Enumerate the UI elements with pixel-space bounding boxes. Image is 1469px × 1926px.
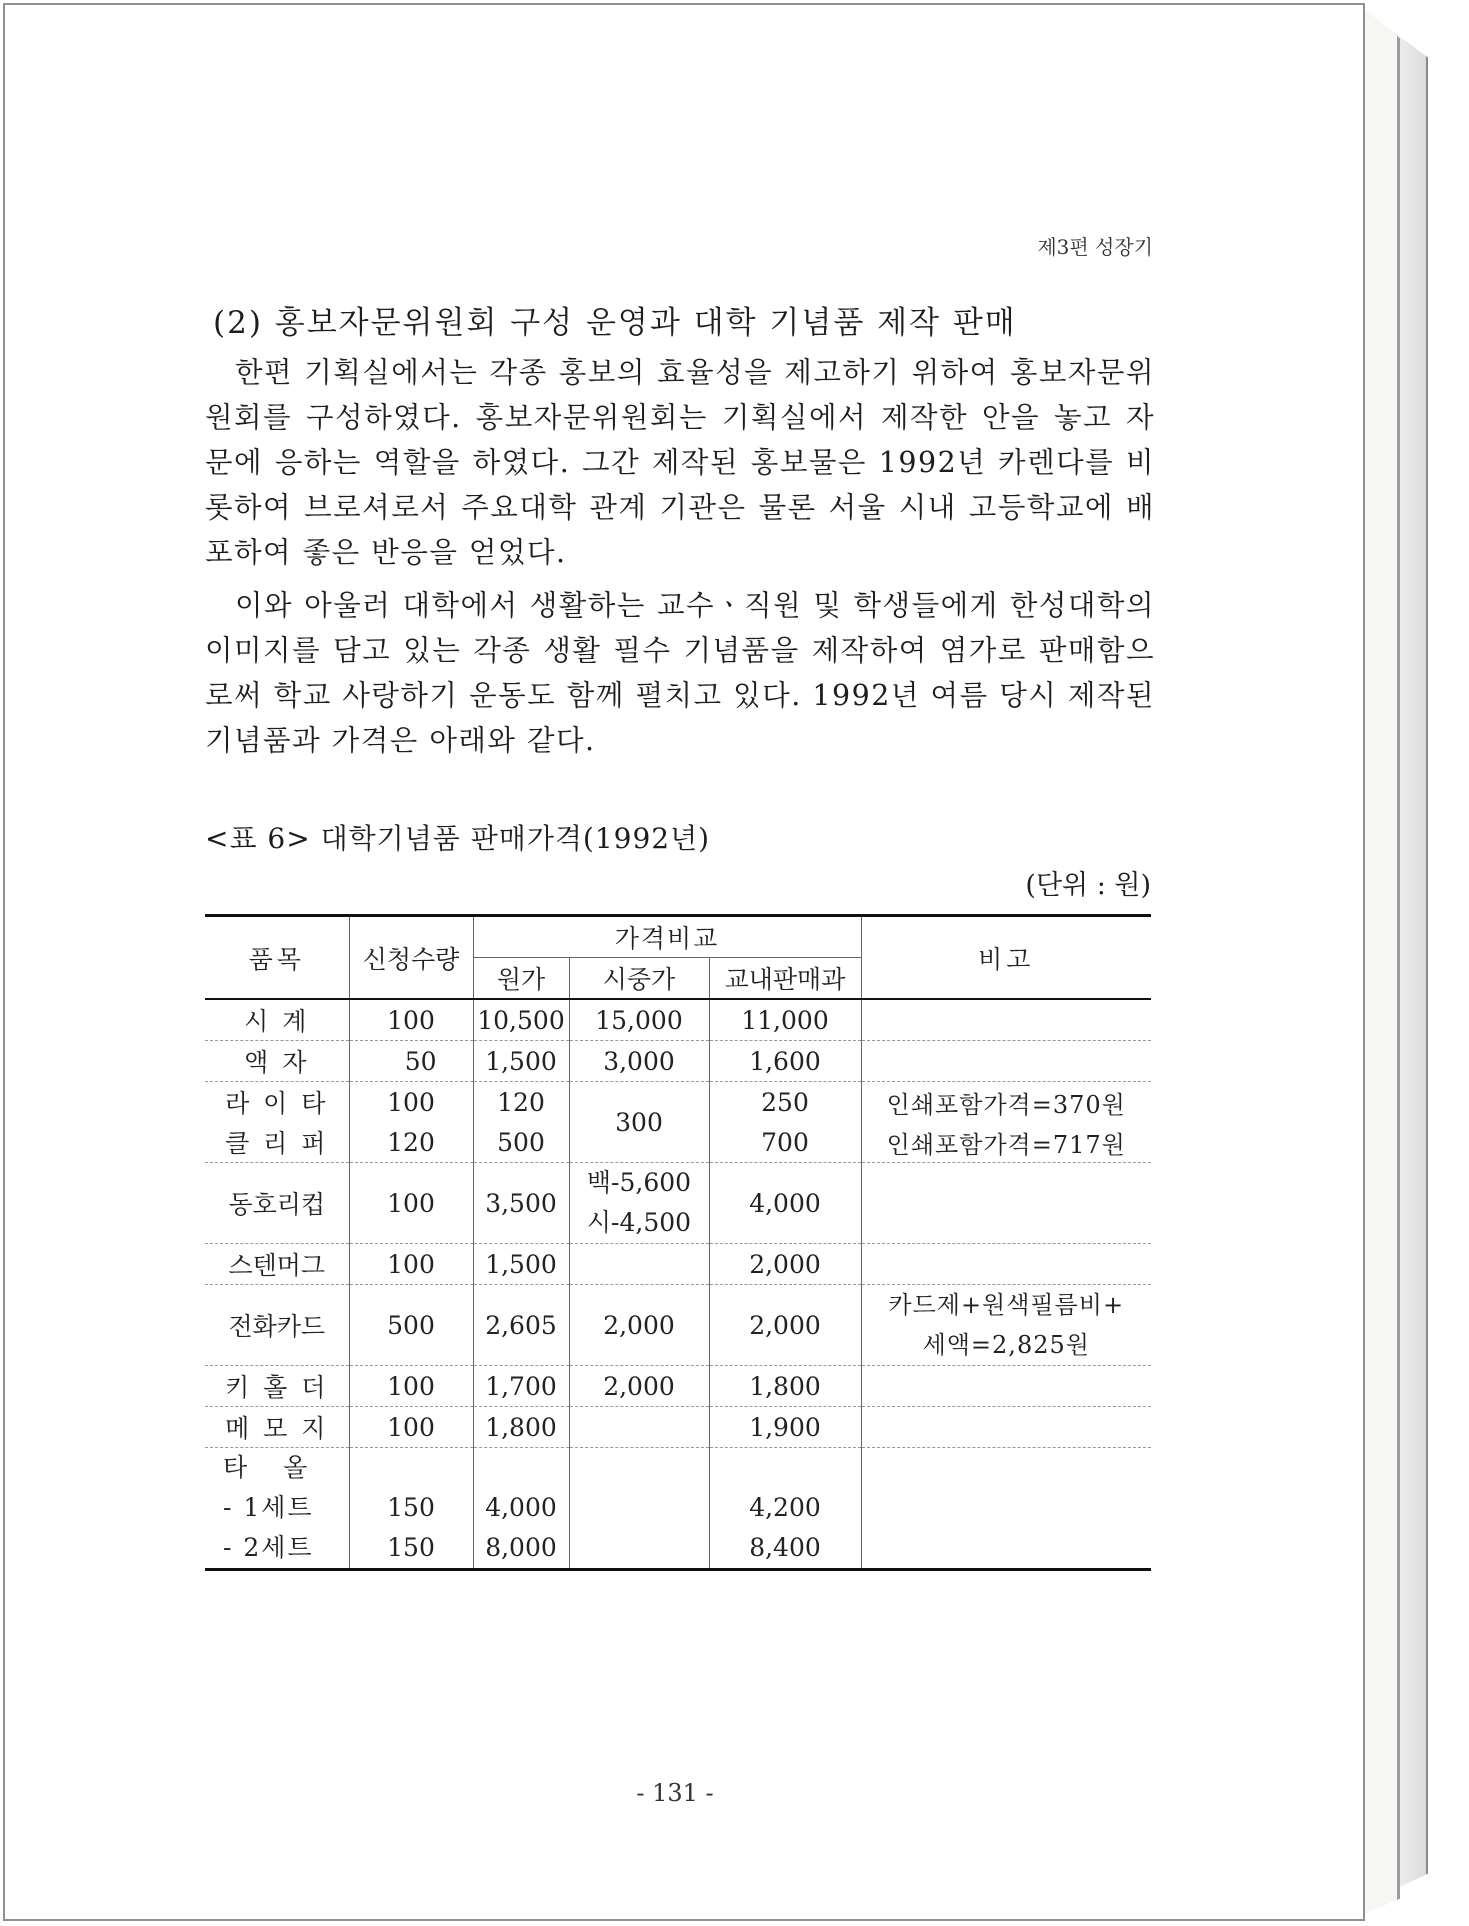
cell-item-line: 타 올 bbox=[223, 1453, 322, 1482]
cell-campus: 700 bbox=[709, 1122, 861, 1163]
cell-campus: 2,000 bbox=[709, 1285, 861, 1366]
cell-note bbox=[861, 1285, 1151, 1366]
cell-market bbox=[569, 1244, 709, 1285]
page-stack-edge-inner bbox=[1364, 8, 1400, 1914]
table-caption: <표 6> 대학기념품 판매가격(1992년) bbox=[205, 822, 711, 855]
cell-note bbox=[861, 1041, 1151, 1082]
table-row bbox=[205, 999, 1151, 1041]
cell-item-line: - 1세트 bbox=[223, 1493, 314, 1522]
cell-note-line: 세액=2,825원 bbox=[922, 1331, 1090, 1359]
cell-quantity bbox=[349, 1448, 473, 1570]
cell-campus: 250 bbox=[709, 1082, 861, 1123]
cell-cost: 1,500 bbox=[473, 1041, 569, 1082]
cell-cost: 2,605 bbox=[473, 1285, 569, 1366]
cell-item: 스텐머그 bbox=[205, 1244, 349, 1285]
cell-quantity-line: 150 bbox=[387, 1533, 435, 1562]
body-paragraph-1: 한편 기획실에서는 각종 홍보의 효율성을 제고하기 위하여 홍보자문위원회를 구성하였다. 홍보자문위원회는 기획실에서 제작한 안을 놓고 자문에 응하는 역할을 하였다. 그간 제작된 홍보물은 1992년 카렌다를 비롯하여 브로셔로서 주요대학 관계 기관은 물론 서울 시내 고등학교에 배포하여 좋은 반응을 얻었다. bbox=[205, 356, 1155, 569]
cell-item: 메 모 지 bbox=[205, 1407, 349, 1448]
cell-cost: 500 bbox=[473, 1122, 569, 1163]
cell-cost-line: 8,000 bbox=[485, 1533, 557, 1562]
header-market: 시중가 bbox=[569, 958, 709, 1000]
cell-campus: 11,000 bbox=[709, 999, 861, 1041]
cell-market-line: 시-4,500 bbox=[586, 1208, 692, 1237]
cell-quantity: 500 bbox=[349, 1285, 473, 1366]
table-row bbox=[205, 1082, 1151, 1123]
cell-cost: 3,500 bbox=[473, 1163, 569, 1244]
table-unit-note: (단위 : 원) bbox=[1025, 870, 1151, 901]
header-campus: 교내판매과 bbox=[709, 958, 861, 1000]
cell-cost: 1,500 bbox=[473, 1244, 569, 1285]
cell-item-line: - 2세트 bbox=[223, 1533, 314, 1562]
cell-campus: 1,600 bbox=[709, 1041, 861, 1082]
cell-market: 3,000 bbox=[569, 1041, 709, 1082]
table-row bbox=[205, 1163, 1151, 1244]
cell-quantity: 100 bbox=[349, 1163, 473, 1244]
cell-quantity: 100 bbox=[349, 1407, 473, 1448]
table-row bbox=[205, 1041, 1151, 1082]
cell-market bbox=[569, 1163, 709, 1244]
cell-market bbox=[569, 1448, 709, 1570]
cell-item: 클 리 퍼 bbox=[205, 1122, 349, 1163]
cell-campus-line: 8,400 bbox=[749, 1533, 821, 1562]
header-quantity: 신청수량 bbox=[349, 916, 473, 1000]
cell-campus: 2,000 bbox=[709, 1244, 861, 1285]
running-head: 제3편 성장기 bbox=[1037, 235, 1153, 259]
cell-market-shared: 300 bbox=[569, 1082, 709, 1163]
cell-note bbox=[861, 1448, 1151, 1570]
cell-market bbox=[569, 1407, 709, 1448]
header-price-comparison: 가격비교 bbox=[473, 916, 861, 958]
cell-cost: 1,700 bbox=[473, 1366, 569, 1407]
cell-market: 2,000 bbox=[569, 1366, 709, 1407]
header-note: 비고 bbox=[861, 916, 1151, 1000]
body-paragraph-2: 이와 아울러 대학에서 생활하는 교수ㆍ직원 및 학생들에게 한성대학의 이미지를 담고 있는 각종 생활 필수 기념품을 제작하여 염가로 판매함으로써 학교 사랑하기 운동도 함께 펼치고 있다. 1992년 여름 당시 제작된 기념품과 가격은 아래와 같다. bbox=[205, 589, 1155, 757]
cell-campus-line: 4,200 bbox=[749, 1493, 821, 1522]
cell-item: 전화카드 bbox=[205, 1285, 349, 1366]
cell-note bbox=[861, 1366, 1151, 1407]
cell-item: 액 자 bbox=[205, 1041, 349, 1082]
cell-note-line: 카드제+원색필름비+ bbox=[888, 1291, 1125, 1319]
cell-cost: 120 bbox=[473, 1082, 569, 1123]
cell-item bbox=[205, 1448, 349, 1570]
cell-cost: 1,800 bbox=[473, 1407, 569, 1448]
cell-item: 키 홀 더 bbox=[205, 1366, 349, 1407]
section-heading: (2) 홍보자문위원회 구성 운영과 대학 기념품 제작 판매 bbox=[213, 305, 1017, 341]
cell-note bbox=[861, 1407, 1151, 1448]
cell-note bbox=[861, 999, 1151, 1041]
cell-campus bbox=[709, 1448, 861, 1570]
cell-campus: 4,000 bbox=[709, 1163, 861, 1244]
cell-item: 라 이 타 bbox=[205, 1082, 349, 1123]
header-item: 품목 bbox=[205, 916, 349, 1000]
cell-campus: 1,800 bbox=[709, 1366, 861, 1407]
page-number: - 131 - bbox=[636, 1779, 714, 1807]
cell-cost-line: 4,000 bbox=[485, 1493, 557, 1522]
souvenir-price-table bbox=[205, 914, 1151, 1571]
cell-cost: 10,500 bbox=[473, 999, 569, 1041]
cell-cost bbox=[473, 1448, 569, 1570]
table-row bbox=[205, 1244, 1151, 1285]
table-row bbox=[205, 1448, 1151, 1570]
table-row bbox=[205, 1366, 1151, 1407]
cell-quantity: 50 bbox=[349, 1041, 473, 1082]
cell-note bbox=[861, 1244, 1151, 1285]
table-row bbox=[205, 1407, 1151, 1448]
cell-campus: 1,900 bbox=[709, 1407, 861, 1448]
cell-item: 시 계 bbox=[205, 999, 349, 1041]
cell-quantity: 100 bbox=[349, 999, 473, 1041]
cell-quantity: 100 bbox=[349, 1244, 473, 1285]
cell-market: 2,000 bbox=[569, 1285, 709, 1366]
cell-market-line: 백-5,600 bbox=[586, 1168, 692, 1197]
cell-note: 인쇄포함가격=370원 bbox=[861, 1082, 1151, 1123]
cell-item: 동호리컵 bbox=[205, 1163, 349, 1244]
cell-note: 인쇄포함가격=717원 bbox=[861, 1122, 1151, 1163]
cell-quantity: 120 bbox=[349, 1122, 473, 1163]
book-page bbox=[3, 3, 1365, 1921]
cell-note bbox=[861, 1163, 1151, 1244]
cell-quantity: 100 bbox=[349, 1082, 473, 1123]
header-cost: 원가 bbox=[473, 958, 569, 1000]
table-row bbox=[205, 1285, 1151, 1366]
cell-market: 15,000 bbox=[569, 999, 709, 1041]
cell-quantity: 100 bbox=[349, 1366, 473, 1407]
cell-quantity-line: 150 bbox=[387, 1493, 435, 1522]
